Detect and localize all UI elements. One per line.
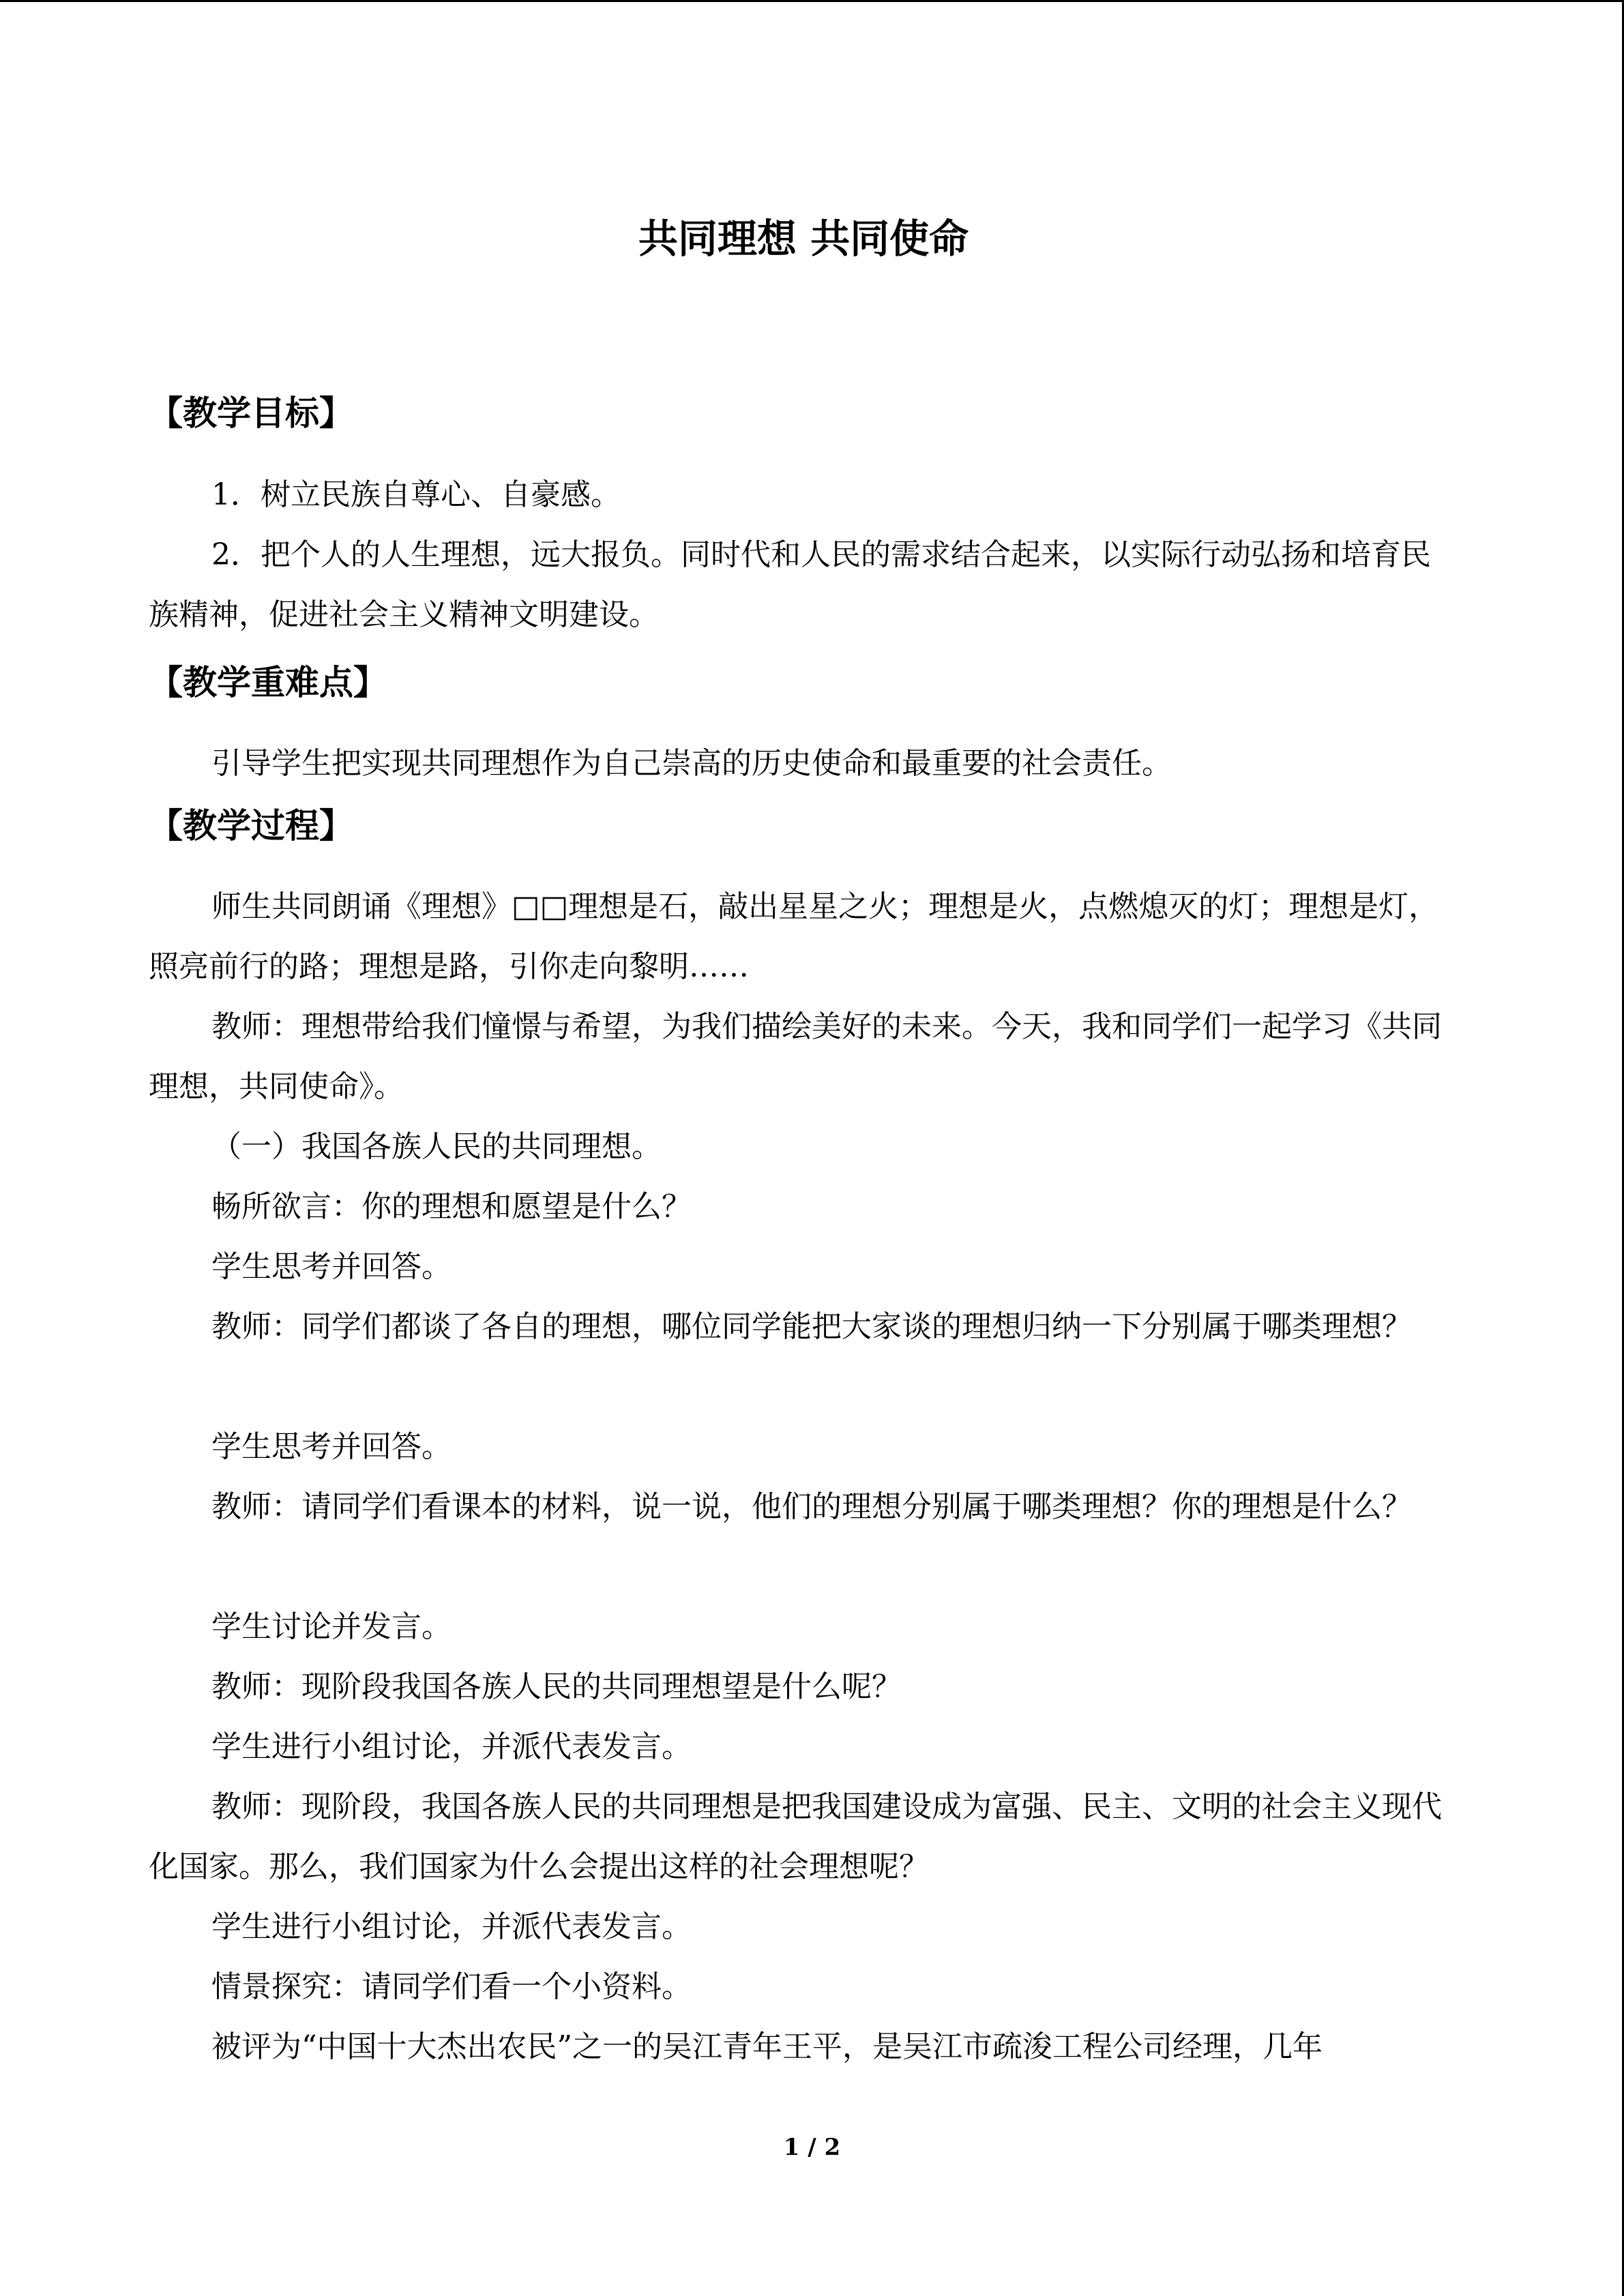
section-heading-teaching-goals: 【教学目标】 [149, 393, 353, 433]
top-border-line [0, 0, 1624, 2]
paragraph: 学生进行小组讨论，并派代表发言。 [211, 1729, 692, 1764]
section-heading-key-points: 【教学重难点】 [149, 663, 387, 702]
paragraph: 情景探究：请同学们看一个小资料。 [211, 1969, 692, 2004]
paragraph: 学生思考并回答。 [211, 1249, 452, 1284]
paragraph: 教师：理想带给我们憧憬与希望，为我们描绘美好的未来。今天，我和同学们一起学习《共同理想，共同使命》。 [149, 1009, 1442, 1104]
paragraph: 畅所欲言：你的理想和愿望是什么？ [211, 1189, 692, 1224]
paragraph: 学生进行小组讨论，并派代表发言。 [211, 1909, 692, 1944]
paragraph: 教师：现阶段，我国各族人民的共同理想是把我国建设成为富强、民主、文明的社会主义现代化国家。那么，我们国家为什么会提出这样的社会理想呢？ [149, 1789, 1442, 1884]
section-heading-teaching-process: 【教学过程】 [149, 806, 353, 846]
paragraph: 学生思考并回答。 [211, 1429, 452, 1464]
paragraph: 教师：请同学们看课本的材料，说一说，他们的理想分别属于哪类理想？你的理想是什么？ [211, 1489, 1412, 1524]
paragraph: 2．把个人的人生理想，远大报负。同时代和人民的需求结合起来，以实际行动弘扬和培育民族精神，促进社会主义精神文明建设。 [149, 537, 1431, 632]
paragraph: 教师：同学们都谈了各自的理想，哪位同学能把大家谈的理想归纳一下分别属于哪类理想？ [211, 1309, 1412, 1344]
paragraph: 师生共同朗诵《理想》□□理想是石，敲出星星之火；理想是火，点燃熄灭的灯；理想是灯，照亮前行的路；理想是路，引你走向黎明…… [149, 889, 1439, 984]
paragraph: 引导学生把实现共同理想作为自己崇高的历史使命和最重要的社会责任。 [211, 746, 1172, 781]
paragraph: 教师：现阶段我国各族人民的共同理想望是什么呢？ [211, 1669, 902, 1704]
paragraph: 1．树立民族自尊心、自豪感。 [211, 477, 621, 512]
document-title: 共同理想 共同使命 [638, 215, 969, 262]
paragraph: （一）我国各族人民的共同理想。 [211, 1129, 662, 1164]
paragraph: 学生讨论并发言。 [211, 1609, 452, 1644]
paragraph: 被评为“中国十大杰出农民”之一的吴江青年王平，是吴江市疏浚工程公司经理，几年 [211, 2029, 1323, 2064]
page-number: 1 / 2 [783, 2134, 841, 2161]
